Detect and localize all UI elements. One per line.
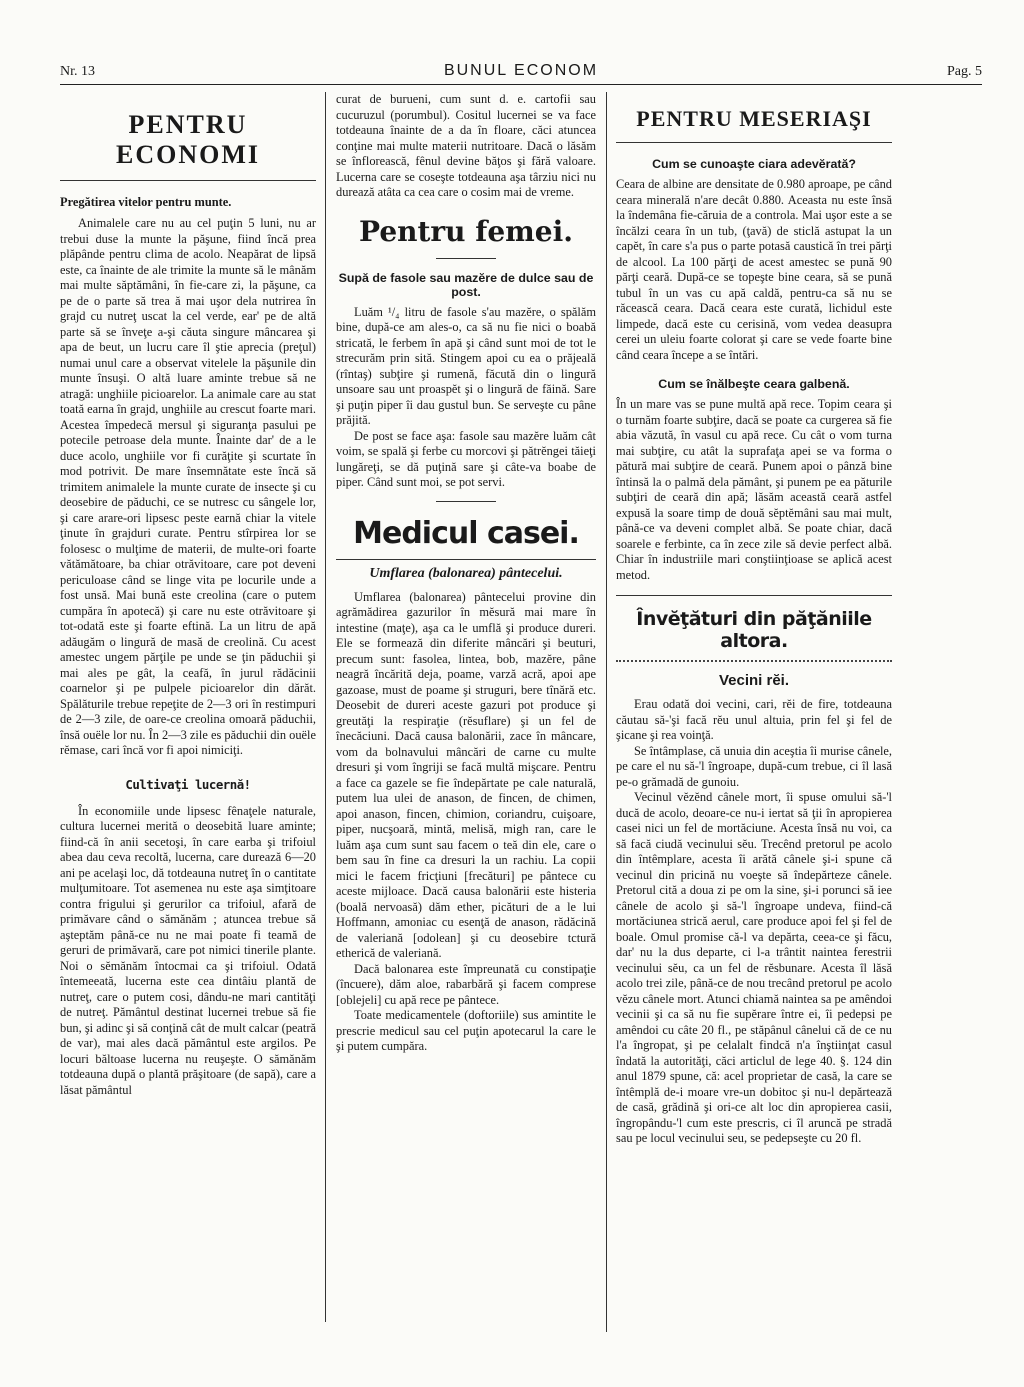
divider <box>60 180 316 181</box>
story-paragraph: Vecinul vĕzĕnd cânele mort, îi spuse omului să-'l ducă de acolo, deoare-ce nu-i iertat să ţii în apropierea casei nici un fel de mortăciune. Acesta însă nu voi, ca să facă ciudă vecinului sĕu. Trecênd pretorul pe acolo din întêmplare, acesta îi arătă cânele şi-i spune că vecinul din pricină nu voeşte să îndepărteze cânele. Pretorul cită a doua zi pe om la sine, şi-i porunci să iee cânele de acolo şi să-'l îngroape undeva, fiind-că mortăciunea strică aerul, care produce apoi fel şi fel de boale. Omul promise că-l va depărta, ceea-ce şi făcu, dar' nu la dus departe, ci l-a trântit naintea ferestrii vecinului sĕu, ca un fel de rĕsbunare. Acesta îl lăsă acolo trei zile, până-ce de nou trecând pretorul pe acolo vĕzu cânele mort. Atunci chiamă naintea sa pe amêndoi vecinii şi ca să nu fie supĕrare între ei, îi pedepsi pe amêndoi cu câte 20 fl., pe stăpânul cânelui că de ce nu l'a îngropat, şi pe celalalt findcă n'a înştiinţat casul îndată la autorităţi, căci articlul de lege 40. §. 124 din anul 1879 spune, că: acel proprietar de casă, la care se întêmplă de-i moare vre-un dobitoc şi nu-l depărtează de casă, grădină şi ori-ce alt loc din apropierea casii, îngropându-'l cum este prescris, ci îl aruncă pe stradă sau pe locul vecinului seu, se pedepseşte cu 20 fl. <box>616 790 892 1145</box>
column-middle <box>336 92 596 1347</box>
issue-number: Nr. 13 <box>60 64 95 79</box>
divider <box>436 258 496 259</box>
section-title-economi: PENTRU ECONOMI <box>116 110 260 169</box>
divider <box>616 595 892 596</box>
article-title-lucerna: Cultivaţi lucernă! <box>125 776 251 792</box>
divider <box>336 559 596 560</box>
column-divider <box>325 92 326 1322</box>
recipe-paragraph: Luăm ¹/₄ litru de fasole s'au mazĕre, o spălăm bine, după-ce am ales-o, ca să nu fie nici o boabă stricată, le ferbem în apă şi când sunt moi de tot le strecurăm prin sită. Stingem apoi cu ea o prăjeală (rîntaş) subţire şi rumenă, făcută din o lingură unsoare sau unt proaspĕt şi o lingură de făină. Sare şi puţin piper îi dau gustul bun. Se serveşte cu pâne prăjită. <box>336 304 596 427</box>
decorative-wavy-rule <box>616 654 892 662</box>
column-divider <box>606 92 607 1332</box>
column-left <box>60 92 316 1347</box>
column-right <box>616 92 892 1347</box>
section-title-invataturi: Învĕţături din păţăniile altora. <box>636 608 872 652</box>
article-title-inalbire: Cum se înălbeşte ceara galbenă. <box>658 377 850 391</box>
journal-title: BUNUL ECONOM <box>443 62 599 79</box>
page-number: Pag. 5 <box>947 64 982 79</box>
article-paragraph: În economiile unde lipsesc fênaţele naturale, cultura lucernei merită o deosebită luare aminte; fiind-că în anii secetoşi, în care earba şi trifoiul abea dau ceva recoltă, lucerna, care durează 6—20 ani pe acelaşi loc, dă totdeauna nutreţ în o cantitate mulţumitoare. Tot asemenea nu este aşa simţitoare contra frigului şi gerurilor ca trifoiul, afară de primăvare când o sămănăm ; atuncea trebue să aşteptăm până-ce nu ne mai poate fi teamă de geruri de primăvară, care pot nimici tinerile plante. Noi o sĕmănăm întocmai ca şi trifoiul. Odată întemeeată, lucerna este cea dintâiu plantă de nutreţ, care o putem cosi, dându-ne mari cantităţi de nutreţ. Pământul destinat lucernei trebue să fie bun, şi adinc şi să conţină cât de mult calcar (peatră de var), mai ales dacă pământul este argilos. Pe locuri băltoase lucerna nu reuşeşte. O sămănăm totdeauna după o plantă prăşitoare (de sapă), care a lăsat pământul <box>60 803 316 1097</box>
article-title-vite: Pregătirea vitelor pentru munte. <box>60 195 232 209</box>
divider <box>616 142 892 143</box>
article-title-ceara: Cum se cunoaşte ciara adevĕrată? <box>652 157 856 171</box>
section-title-meseriasi: PENTRU MESERIAŞI <box>636 106 872 131</box>
divider <box>436 501 496 502</box>
story-paragraph: Se întâmplase, că unuia din aceştia îi murise cânele, pe care el nu să-'l îngroape, după-cum trebue, ci îl lasă pe-o grămadă de gunoiu. <box>616 743 892 789</box>
page-header <box>60 62 982 85</box>
article-paragraph: Animalele care nu au cel puţin 5 luni, nu ar trebui duse la munte la păşune, fiind încă prea plăpânde pentru clima de acolo. Neapărat de lipsă este, ca înainte de ale trimite la munte să le mânăm mai multe săptămâni, în fie-care zi, la păşune, ca pe de o parte să trea ă mai uşor dela nutrirea în grajd cu nutreţ uscat la cel verde, ear' pe de altă parte să se înveţe a-şi căuta singure mâncarea şi apa de beut, un lucru care îl ştie aprecia (preţul) numai unul care a observat vitelele la păşunile din munte însuşi. O altă luare aminte trebue să ne atragă: unghiile picioarelor. La animale care au stat toată earna în grajd, unghiile au crescut foarte mari. Acestea împedecă mersul şi siguranţa pasului pe potecile petroase dela munte. Înainte dar' de a le duce acolo, unghiile vor fi curăţite şi scurtate în mod potrivit. De mare însemnătate este încă să trimitem animalele la munte curate de insecte şi cu deosebire de păduchi, ce se nutresc cu sângele lor, şi care arare-ori lipsesc peste earnă chiar la vitele ţinute în grajduri curate. Pentru stîrpirea lor se folosesc o mulţime de materii, de multe-ori foarte vătămătoare, ba chiar otrăvitoare, care pot deveni periculoase când se linge vita pe locurile unde a fost unsă. Mai bună este creolina (care o putem cumpăra în apotecă) şi care nu este otrăvitoare şi tot-odată este şi foarte eftină. La un litru de apă adăugăm o lingură de masă de creolină. Cu acest amestec ungem părţile pe unde se ţin păduchii şi mai ales pe gât, la ceafă, în jurul rădăcinii coarnelor şi pe pulpele picioarelor din dărăt. Spălăturile trebue repeţite de 2—3 ori în restimpuri de 2—3 zile, de oare-ce creolina omoară păduchii, însă ouële lor nu. În 2—3 zile es păduchii din ouële rĕmase, cari încă vor fi apoi nimiciţi. <box>60 216 316 757</box>
story-paragraph: Erau odată doi vecini, cari, rĕi de fire, totdeauna căutau să-'şi facă rĕu unul altuia, prin fel şi fel de şicane şi rea voinţă. <box>616 697 892 742</box>
article-paragraph: Dacă balonarea este împreunată cu constipaţie (încuere), dăm aloe, rabarbără şi facem comprese [oblejeli] cu apă rece pe pântece. <box>336 961 596 1007</box>
article-title-umflarea: Umflarea (balonarea) pântecelui. <box>369 565 563 581</box>
section-title-medicul: Medicul casei. <box>353 515 579 551</box>
article-paragraph: Toate medicamentele (doftoriile) sus amintite le prescrie medicul sau cel puţin apotecarul la care le şi putem cumpăra. <box>336 1008 596 1053</box>
article-continuation: curat de burueni, cum sunt d. e. cartofii sau cucuruzul (porumbul). Cositul lucernei se va face totdeauna înainte de a da în floare, căci atuncea conţine mai multe materii nutritoare. Dacă o lăsăm se înflorească, fênul devine băţos şi fără valoare. Lucerna care se coseşte totdeauna aşa târziu nici nu durează atâta ca cea care o cosim mai de vreme. <box>336 92 596 199</box>
story-title: Vecini rĕi. <box>718 672 790 689</box>
article-paragraph: Ceara de albine are densitate de 0.980 aproape, pe când ceara minerală n'are decât 0.880. Aceasta nu este însă la îndemâna fie-căruia de a controla. Mai uşor este a se încălzi ceara în un tub, (ţavă) de sticlă astupat la un capĕt, în care s'a pus o parte potasă caustică în trei părţi de alcool. La 100 părţi de acest amestec se pună 90 părţi ceară. După-ce se topeşte bine ceara, să se pună tubul în un vas cu apă caldă, pentru-ca să nu se răcească ceara. Dacă ceara este curată, lichidul este limpede, dacă este cu cerisină, vom vedea deasupra cerei un uleiu foarte colorat şi care se vede foarte bine când ceara începe a se întări. <box>616 177 892 362</box>
section-title-femei: Pentru femei. <box>359 214 573 248</box>
recipe-title: Supă de fasole sau mazĕre de dulce sau de post. <box>338 270 594 299</box>
article-paragraph: Umflarea (balonarea) pântecelui provine din agrămădirea gazurilor în mĕsură mai mare în intestine (maţe), aşa ca le umflă şi produce dureri. Ele se formează din diferite mâncări şi beuturi, precum sunt: fasolea, lintea, bob, mazĕre, pâne neagră încărită deja, poame, varză acră, apoi ape gazoase, must de poame şi struguri, bere tînără etc. Deosebit de dureri aceste gazuri pot produce şi greutăţi la respiraţie (rĕsuflare) şi un fel de înecăciuni. Dacă causa balonării, zace în mâncare, vom da bolnavului mâncări de carne cu multe dresuri şi vom îngriji se facă multă mişcare. Pentru a face ca gazele se fie îndepărtate pe cale naturală, putem lua ulei de anason, de fincen, de chimen, apoi anason, fincen, chimion, coriandru, cuişoare, piper, nucşoară, mintă, melisă, migh ran, care le luăm aşa cum sunt sau facem o teă din ele, care o bem sau în fine ca dresuri la un rachiu. La copii mici le facem fricţiuni [frecături] pe pântece cu aceste mijloace. Dacă causa balonării este histeria (boală nervoasă) dăm ether, picături de a le lui Hoffmann, amoniac cu esenţă de anason, rădăcină de valeriană [odolean] şi cu deosebire tctură etherică de valeriană. <box>336 589 596 960</box>
article-paragraph: În un mare vas se pune multă apă rece. Topim ceara şi o turnăm foarte subţire, dacă se poate ca curgerea să fie abia văzută, în vasul cu apă rece. Cu cât o vom turna mai subţire, cu atât la suprafaţa apei se va forma o pătură mai subţire de ceară. Punem apoi o pânză bine întinsă la o palmă dela pământ, şi punem pe ea păturile subţiri de ceară din apă; lăsăm această ceară astfel expusă la soare timp de două sĕptĕmâni sau mai mult, până-ce va deveni complet albă. Se poate chiar, dacă soarele e ferbinte, ca în zece zile să devie perfect albă. Chiar în industriile mari conştiinţioase se aplică acest metod. <box>616 397 892 582</box>
recipe-paragraph: De post se face aşa: fasole sau mazĕre luăm cât voim, se spală şi ferbe cu morcovi şi pătrĕngei tăieţi lungăreţi, se dă puţină sare şi câte-va boabe de piper. Când sunt moi, se pot servi. <box>336 428 596 489</box>
